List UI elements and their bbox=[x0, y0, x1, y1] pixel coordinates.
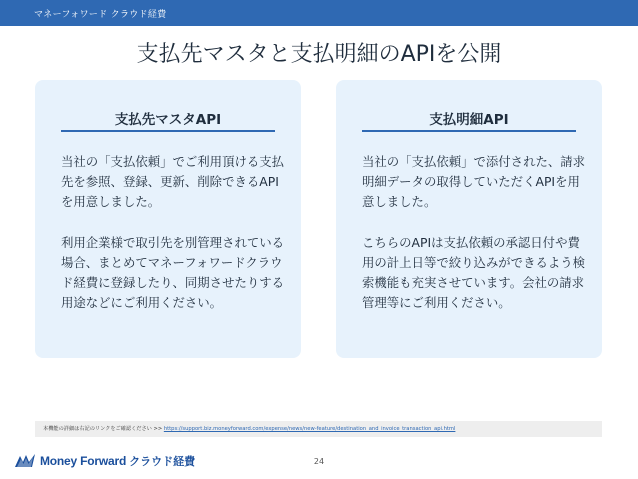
card-body bbox=[362, 152, 588, 313]
logo-brand: Money Forward bbox=[40, 454, 127, 468]
card-title: 支払先マスタAPI bbox=[114, 112, 222, 128]
footnote bbox=[43, 425, 455, 432]
product-label: マネーフォワード クラウド経費 bbox=[34, 10, 167, 20]
card-title: 支払明細API bbox=[429, 112, 509, 128]
footnote-text: 本機能の詳細は右記のリンクをご確認ください >> bbox=[43, 426, 164, 432]
logo-product: クラウド経費 bbox=[129, 455, 196, 468]
top-bar bbox=[0, 0, 638, 26]
card-paragraph: 当社の「支払依頼」でご利用頂ける支払先を参照、登録、更新、削除できるAPIを用意しました。 bbox=[61, 154, 285, 210]
card-payee-master-api bbox=[35, 80, 301, 358]
card-title-divider bbox=[362, 130, 576, 132]
card-title-divider bbox=[61, 130, 275, 132]
page-number: 24 bbox=[313, 457, 325, 466]
feature-details-link[interactable]: https://support.biz.moneyforward.com/expense/news/new-feature/destination_and_invoice_transaction_api.html bbox=[163, 426, 456, 432]
footnote-bar bbox=[35, 421, 602, 437]
card-paragraph: こちらのAPIは支払依頼の承認日付や費用の計上日等で絞り込みができるよう検索機能も充実させています。会社の請求管理等にご利用ください。 bbox=[362, 234, 586, 311]
card-paragraph: 当社の「支払依頼」で添付された、請求明細データの取得していただくAPIを用意しました。 bbox=[362, 154, 586, 210]
slide-title: 支払先マスタと支払明細のAPIを公開 bbox=[136, 42, 502, 67]
card-payment-details-api bbox=[336, 80, 602, 358]
card-body bbox=[61, 152, 287, 313]
card-paragraph: 利用企業様で取引先を別管理されている場合、まとめてマネーフォワードクラウド経費に登録したり、同期させたりする用途などにご利用ください。 bbox=[61, 234, 285, 311]
